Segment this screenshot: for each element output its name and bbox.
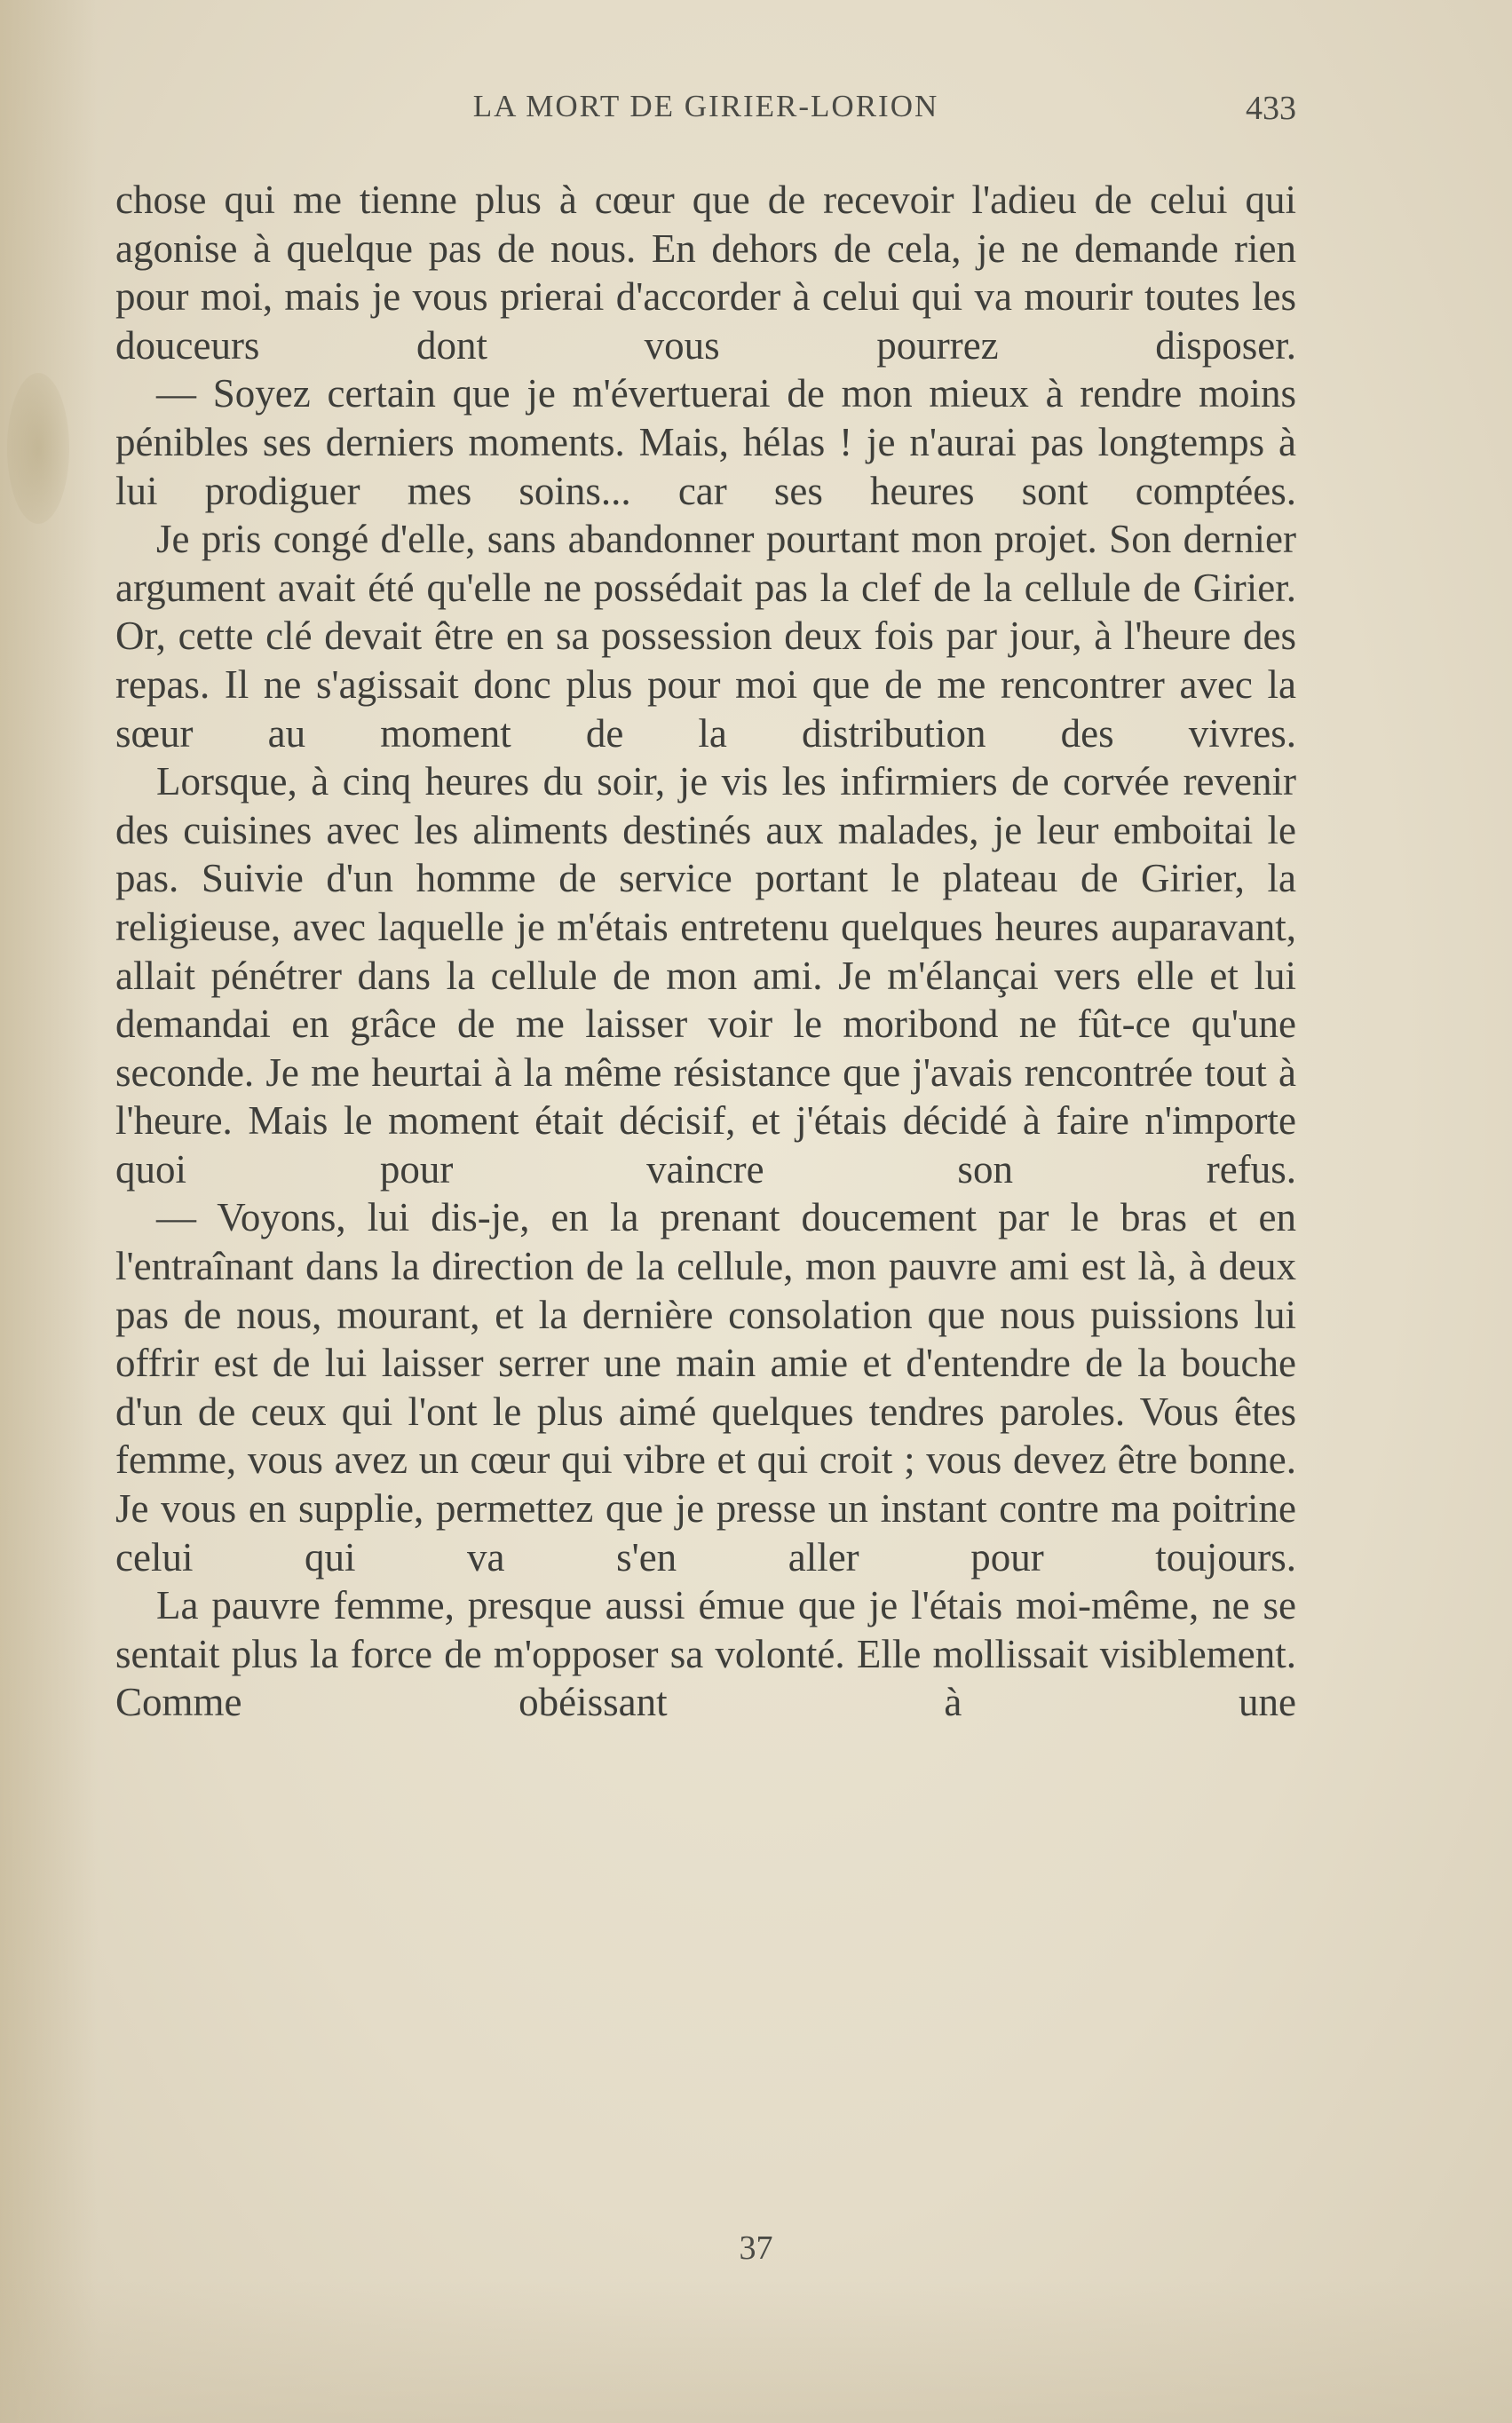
- paragraph-departure: Je pris congé d'elle, sans abandonner pourtant mon projet. Son dernier argument avait été qu'elle ne possédait pas la clef de la cellule de Girier. Or, cette clé devait être en sa possession deux fois par jour, à l'heure des repas. Il ne s'agissait donc plus pour moi que de me rencontrer avec la sœur au moment de la distribution des vivres.: [115, 517, 1296, 756]
- paragraph-continued: chose qui me tienne plus à cœur que de recevoir l'adieu de celui qui agonise à quelque pas de nous. En dehors de cela, je ne demande rien pour moi, mais je vous prierai d'accorder à celui qui va mourir toutes les douceurs dont vous pourrez disposer.: [115, 178, 1296, 368]
- page-header: [115, 89, 1296, 142]
- paragraph-plea: — Voyons, lui dis-je, en la prenant doucement par le bras et en l'entraînant dans la direction de la cellule, mon pauvre ami est là, à deux pas de nous, mourant, et la dernière consolation que nous puissions lui offrir est de lui laisser serrer une main amie et d'entendre de la bouche d'un de ceux qui l'ont le plus aimé quelques tendres paroles. Vous êtes femme, vous avez un cœur qui vibre et qui croit ; vous devez être bonne. Je vous en supplie, permettez que je presse un instant contre ma poitrine celui qui va s'en aller pour toujours.: [115, 1195, 1296, 1580]
- page-edge-shading: [0, 0, 98, 2423]
- paragraph-dialogue-reply: — Soyez certain que je m'évertuerai de mon mieux à rendre moins pénibles ses derniers moments. Mais, hélas ! je n'aurai pas longtemps à lui prodiguer mes soins... car ses heures sont comptées.: [115, 371, 1296, 513]
- body-text: [115, 176, 1296, 1727]
- paragraph-concession: La pauvre femme, presque aussi émue que je l'étais moi-même, ne se sentait plus la force de m'opposer sa volonté. Elle mollissait visiblement. Comme obéissant à une: [115, 1583, 1296, 1725]
- running-title: LA MORT DE GIRIER-LORION: [472, 89, 939, 123]
- paragraph-encounter: Lorsque, à cinq heures du soir, je vis les infirmiers de corvée revenir des cuisines avec les aliments destinés aux malades, je leur emboitai le pas. Suivie d'un homme de service portant le plateau de Girier, la religieuse, avec laquelle je m'étais entretenu quelques heures auparavant, allait pénétrer dans la cellule de mon ami. Je m'élançai vers elle et lui demandai en grâce de me laisser voir le moribond ne fût-ce qu'une seconde. Je me heurtai à la même résistance que j'avais rencontrée tout à l'heure. Mais le moment était décisif, et j'étais décidé à faire n'importe quoi pour vaincre son refus.: [115, 759, 1296, 1192]
- signature-mark: 37: [739, 2229, 773, 2267]
- paper-stain: [7, 373, 69, 524]
- page-bottom-shading: [0, 2281, 1512, 2423]
- page-number: 433: [1246, 90, 1296, 127]
